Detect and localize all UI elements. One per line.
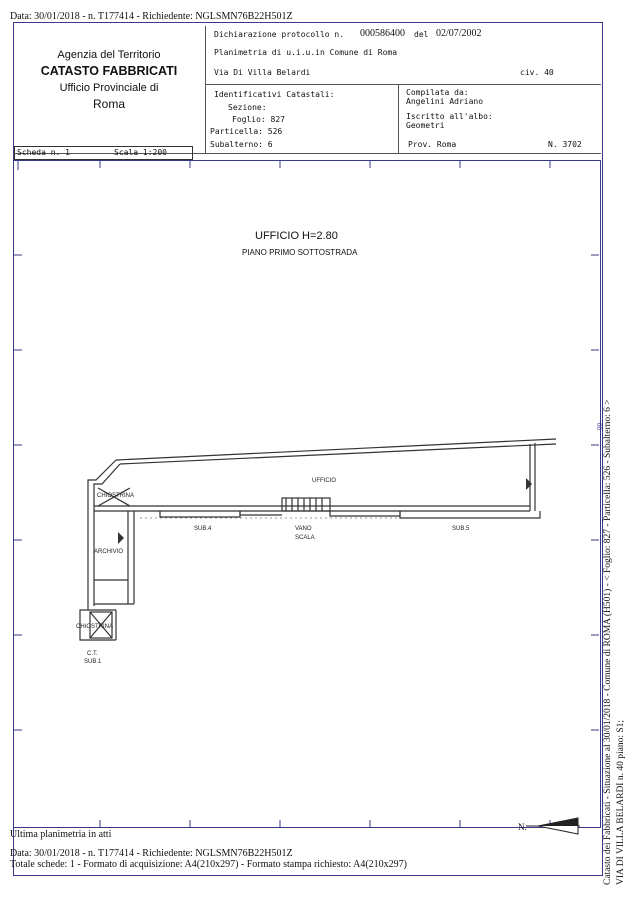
- label-ufficio: UFFICIO: [312, 478, 336, 484]
- ultima-planimetria: Ultima planimetria in atti: [10, 829, 112, 840]
- iscritto-label: Iscritto all'albo:: [406, 112, 493, 121]
- planimetria-line: Planimetria di u.i.u.in Comune di Roma: [214, 48, 398, 57]
- agency-name: Agenzia del Territorio: [57, 49, 161, 61]
- ufficio-provinciale: Ufficio Provinciale di: [59, 82, 159, 94]
- albo-value: Geometri: [406, 121, 445, 130]
- particella: Particella: 526: [210, 127, 283, 136]
- label-sub4: SUB.4: [194, 526, 212, 532]
- north-label: N.: [518, 822, 527, 832]
- label-chiostrina-lower: CHIOSTRINA: [76, 624, 114, 630]
- label-sub5: SUB.5: [452, 526, 470, 532]
- foglio: Foglio: 827: [232, 115, 285, 124]
- side-text-line2: VIA DI VILLA BELARDI n. 40 piano: S1;: [616, 719, 626, 885]
- province: Prov. Roma: [408, 140, 457, 149]
- compilata-label: Compilata da:: [406, 88, 469, 97]
- label-chiostrina-upper: CHIOSTRINA: [97, 493, 135, 499]
- scala: Scala 1:200: [114, 148, 167, 157]
- top-wall-outer: [116, 439, 556, 460]
- top-wall-inner: [120, 444, 556, 464]
- label-archivio: ARCHIVIO: [94, 549, 124, 555]
- sezione: Sezione:: [228, 103, 267, 112]
- civic-number: civ. 40: [520, 68, 554, 77]
- header-request-line: Data: 30/01/2018 - n. T177414 - Richiedente: NGLSMN76B22H501Z: [10, 11, 293, 22]
- label-vano: VANO: [295, 526, 312, 532]
- side-stamp: 00: [596, 423, 604, 430]
- declaration-number: 000586400: [360, 28, 405, 39]
- plan-subtitle: PIANO PRIMO SOTTOSTRADA: [242, 248, 358, 257]
- label-sub1: SUB.1: [84, 659, 102, 665]
- footer-data-line: Data: 30/01/2018 - n. T177414 - Richiedente: NGLSMN76B22H501Z: [10, 848, 293, 859]
- scheda-number: Scheda n. 1: [17, 148, 70, 157]
- city-name: Roma: [92, 97, 125, 111]
- declaration-label: Dichiarazione protocollo n.: [214, 30, 345, 39]
- plan-title: UFFICIO H=2.80: [255, 230, 338, 242]
- subalterno: Subalterno: 6: [210, 140, 273, 149]
- registration-number: N. 3702: [548, 140, 582, 149]
- catasto-title: CATASTO FABBRICATI: [40, 64, 178, 78]
- side-text-line1: Catasto dei Fabbricati - Situazione al 30/01/2018 - Comune di ROMA (H501) - < Foglio: 827 - Particella: 526 - Subalterno: 6 >: [603, 399, 613, 885]
- compiler-name: Angelini Adriano: [406, 97, 484, 106]
- label-scala: SCALA: [295, 535, 315, 541]
- identificativi-title: Identificativi Catastali:: [214, 90, 335, 99]
- footer-totale-line: Totale schede: 1 - Formato di acquisizione: A4(210x297) - Formato stampa richiesto: A4(210x297): [10, 859, 407, 870]
- address: Via Di Villa Belardi: [214, 68, 311, 77]
- label-ct: C.T.: [87, 651, 98, 657]
- declaration-del: del: [414, 30, 429, 39]
- declaration-date: 02/07/2002: [436, 28, 482, 39]
- north-arrow-icon: [526, 818, 580, 834]
